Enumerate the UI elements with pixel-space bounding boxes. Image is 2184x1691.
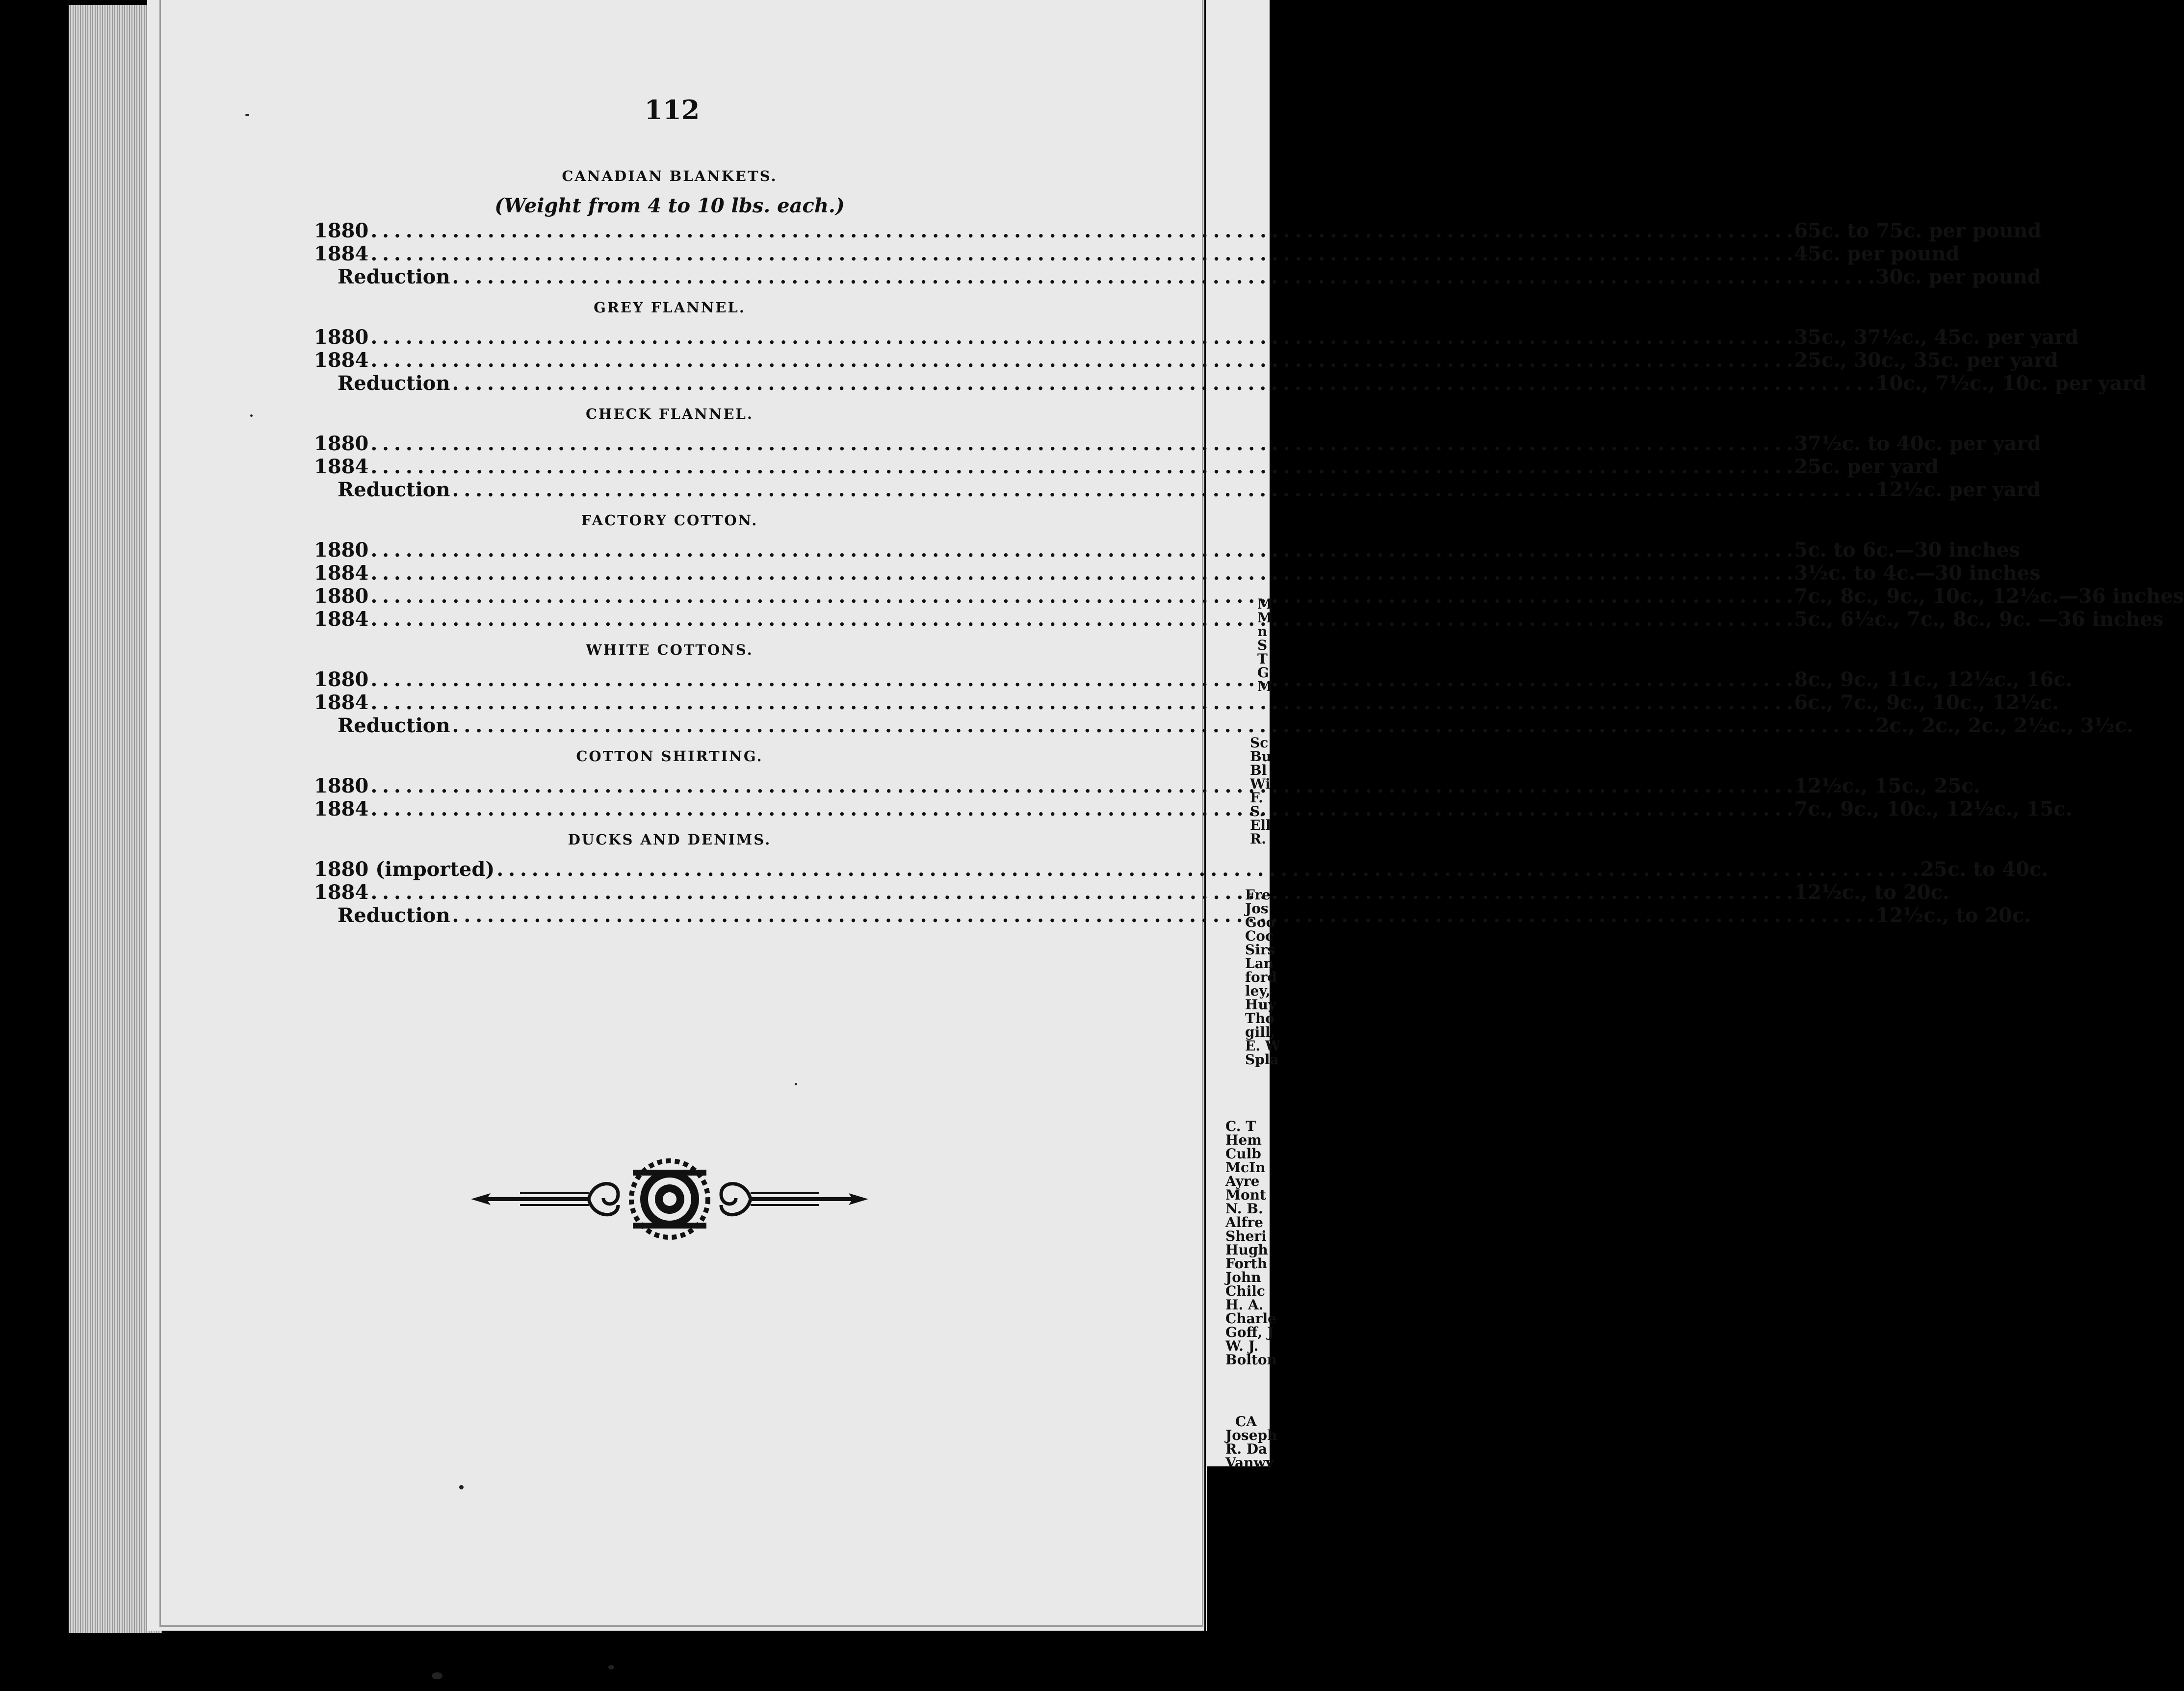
facing-page-text: N. B.: [1225, 1201, 1263, 1217]
facing-page-text: H. A.: [1225, 1297, 1264, 1313]
row-label: 1880: [314, 326, 369, 349]
row-label: 1880: [314, 219, 369, 242]
price-row: [314, 349, 2058, 372]
facing-page-text: n: [1257, 623, 1268, 640]
section-title: FACTORY COTTON.: [581, 512, 758, 529]
print-speck: [608, 1665, 614, 1669]
facing-page-text: Sirs: [1245, 942, 1275, 958]
facing-page-text: Wi: [1250, 776, 1271, 792]
leader-dots: [452, 265, 1874, 288]
row-label: 1884: [314, 608, 369, 631]
row-label: 1884: [314, 691, 369, 714]
facing-page-text: Hugh: [1225, 1242, 1268, 1258]
facing-page-text: M: [1257, 596, 1273, 612]
row-label: 1880: [314, 432, 369, 455]
facing-page-text: Chilc: [1225, 1283, 1265, 1299]
facing-page-text: Vanwy: [1225, 1455, 1274, 1471]
ornament-right-arrow: [751, 1192, 868, 1206]
row-label: Reduction: [338, 265, 450, 288]
ornament-left-arrow: [471, 1192, 589, 1206]
row-value: 25c. per yard: [1794, 455, 1939, 478]
leader-dots: [370, 242, 1792, 265]
row-value: 12½c., to 20c.: [1794, 881, 1950, 904]
section-title: COTTON SHIRTING.: [576, 748, 763, 765]
facing-page-text: Bl: [1250, 762, 1267, 778]
row-label: 1884: [314, 349, 369, 372]
price-row: [314, 608, 2164, 631]
facing-page-text: Forth: [1225, 1255, 1268, 1272]
facing-page-text: R.: [1250, 831, 1267, 847]
row-value: 12½c., to 20c.: [1875, 904, 2031, 927]
row-value: 25c., 30c., 35c. per yard: [1794, 349, 2058, 372]
price-row: [314, 326, 2079, 349]
price-row: [314, 432, 2041, 455]
facing-page-text: Joseph: [1225, 1427, 1277, 1443]
price-row: [314, 562, 2041, 585]
facing-page-text: John: [1225, 1269, 1261, 1285]
row-label: Reduction: [338, 904, 450, 927]
facing-page-text: Coc: [1245, 928, 1274, 944]
facing-page-text: W. J.: [1225, 1338, 1259, 1354]
row-value: 45c. per pound: [1794, 242, 1960, 265]
row-label: Reduction: [338, 714, 450, 737]
facing-page-text: McIn: [1225, 1159, 1266, 1176]
row-label: 1880: [314, 774, 369, 797]
row-label: 1880: [314, 585, 369, 608]
leader-dots: [370, 585, 1792, 608]
price-row: [314, 372, 2147, 395]
row-value: 25c. to 40c.: [1920, 858, 2049, 881]
facing-page-text: R. Da: [1225, 1441, 1268, 1457]
facing-page-text: Ayre: [1225, 1173, 1260, 1189]
facing-page-text: C. T: [1225, 1118, 1256, 1134]
print-speck: [250, 414, 253, 417]
facing-page-text: Jos: [1245, 900, 1269, 917]
row-value: 5c., 6½c., 7c., 8c., 9c. —36 inches: [1794, 608, 2164, 631]
facing-page-text: Lan: [1245, 955, 1274, 972]
leader-dots: [370, 608, 1792, 631]
row-value: 35c., 37½c., 45c. per yard: [1794, 326, 2079, 349]
facing-page-text: CA: [1235, 1413, 1257, 1430]
price-row: [314, 797, 2073, 820]
facing-page-text: Charle: [1225, 1310, 1276, 1327]
leader-dots: [370, 455, 1792, 478]
facing-page-text: Huy: [1245, 997, 1276, 1013]
page-number: 112: [644, 94, 700, 126]
price-row: [314, 455, 1939, 478]
price-row: [314, 242, 1960, 265]
facing-page-text: G: [1257, 665, 1269, 681]
facing-page-text: Mont: [1225, 1187, 1266, 1203]
row-label: 1880: [314, 538, 369, 562]
row-label: 1884: [314, 881, 369, 904]
row-value: 3½c. to 4c.—30 inches: [1794, 562, 2041, 585]
section-subtitle: (Weight from 4 to 10 lbs. each.): [494, 194, 845, 217]
row-value: 8c., 9c., 11c., 12½c., 16c.: [1794, 668, 2073, 691]
price-row: [314, 714, 2133, 737]
ornament-sunburst: [631, 1161, 708, 1237]
leader-dots: [370, 797, 1792, 820]
row-value: 5c. to 6c.—30 inches: [1794, 538, 2020, 562]
row-label: Reduction: [338, 478, 450, 501]
leader-dots: [370, 774, 1792, 797]
facing-page-text: Fre: [1245, 887, 1271, 903]
row-label: 1880 (imported): [314, 858, 495, 881]
leader-dots: [370, 326, 1792, 349]
row-label: 1884: [314, 562, 369, 585]
facing-page-text: Goo: [1245, 914, 1275, 930]
facing-page-text: Bu: [1250, 748, 1272, 765]
facing-page-text: Sc: [1250, 735, 1269, 751]
row-value: 30c. per pound: [1875, 265, 2041, 288]
facing-page-text: Hem: [1225, 1132, 1262, 1148]
print-speck: [245, 114, 249, 116]
facing-page-text: M: [1257, 610, 1273, 626]
facing-page-text: Spla: [1245, 1051, 1279, 1068]
row-value: 7c., 8c., 9c., 10c., 12½c.—36 inches: [1794, 585, 2184, 608]
facing-page-text: S.: [1250, 803, 1264, 820]
row-label: 1884: [314, 797, 369, 820]
facing-page-text: Goff, J: [1225, 1324, 1274, 1340]
facing-page-text: Culb: [1225, 1146, 1261, 1162]
facing-page-text: Sheri: [1225, 1228, 1267, 1244]
print-speck: [795, 1083, 797, 1085]
facing-page-text: Tho: [1245, 1010, 1274, 1026]
leader-dots: [452, 372, 1874, 395]
leader-dots: [370, 562, 1792, 585]
row-value: 2c., 2c., 2c., 2½c., 3½c.: [1875, 714, 2133, 737]
price-row: [314, 538, 2020, 562]
facing-page-text: gill,: [1245, 1024, 1275, 1040]
leader-dots: [370, 881, 1792, 904]
leader-dots: [370, 349, 1792, 372]
price-row: [314, 668, 2073, 691]
facing-page-text: ford: [1245, 969, 1277, 985]
print-speck: [459, 1485, 464, 1489]
section-title: GREY FLANNEL.: [594, 299, 746, 316]
price-row: [314, 691, 2059, 714]
leader-dots: [370, 691, 1792, 714]
leader-dots: [370, 668, 1792, 691]
section-title: CHECK FLANNEL.: [585, 406, 754, 422]
facing-page-text: T: [1257, 651, 1268, 667]
price-row: [314, 585, 2184, 608]
price-row: [314, 858, 2049, 881]
price-row: [314, 478, 2041, 501]
decorative-ornament: [471, 1160, 868, 1238]
leader-dots: [496, 858, 1918, 881]
facing-page-text: Bolton: [1225, 1352, 1277, 1368]
row-value: 12½c., 15c., 25c.: [1794, 774, 1980, 797]
row-label: 1880: [314, 668, 369, 691]
leader-dots: [370, 219, 1792, 242]
facing-page-text: E. W: [1245, 1038, 1281, 1054]
section-title: CANADIAN BLANKETS.: [562, 168, 778, 184]
leader-dots: [370, 432, 1792, 455]
row-value: 65c. to 75c. per pound: [1794, 219, 2042, 242]
row-value: 12½c. per yard: [1875, 478, 2041, 501]
facing-page-text: Alfre: [1225, 1214, 1263, 1230]
facing-page-text: ley,: [1245, 983, 1271, 999]
row-label: 1884: [314, 242, 369, 265]
section-title: WHITE COTTONS.: [586, 641, 754, 658]
price-row: [314, 265, 2041, 288]
row-value: 6c., 7c., 9c., 10c., 12½c.: [1794, 691, 2059, 714]
row-label: 1884: [314, 455, 369, 478]
row-value: 37½c. to 40c. per yard: [1794, 432, 2041, 455]
leader-dots: [452, 714, 1874, 737]
facing-page-text: M: [1257, 678, 1273, 694]
row-value: 10c., 7½c., 10c. per yard: [1875, 372, 2147, 395]
facing-page-text: S: [1257, 637, 1268, 653]
row-value: 7c., 9c., 10c., 12½c., 15c.: [1794, 797, 2073, 820]
leader-dots: [452, 478, 1874, 501]
leader-dots: [370, 538, 1792, 562]
price-row: [314, 219, 2042, 242]
leader-dots: [452, 904, 1874, 927]
section-title: DUCKS AND DENIMS.: [568, 831, 772, 848]
print-speck: [432, 1672, 442, 1679]
facing-page-text: F.: [1250, 790, 1263, 806]
facing-page-text: Ell: [1250, 817, 1271, 833]
row-label: Reduction: [338, 372, 450, 395]
